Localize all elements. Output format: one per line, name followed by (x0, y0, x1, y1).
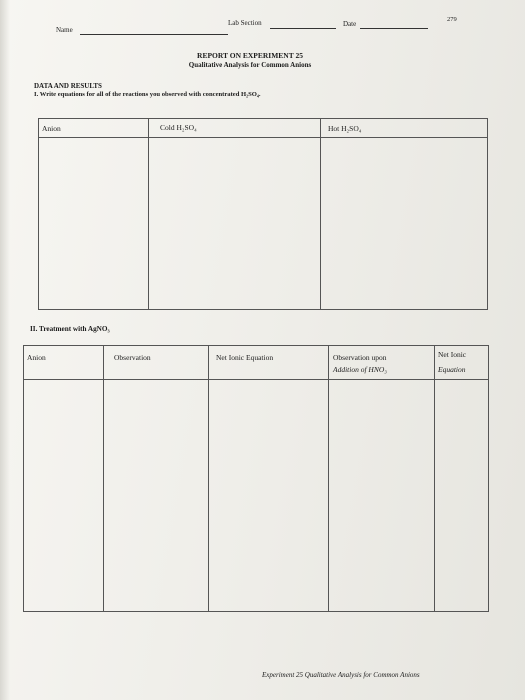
table1-col-cold: Cold H₂SO₄ (160, 123, 197, 132)
table2-col-anion: Anion (27, 353, 46, 362)
lab-section-line (270, 28, 336, 29)
table2-col-net-ionic: Net Ionic Equation (216, 353, 274, 362)
table2-divider-1 (103, 345, 104, 611)
table1-divider-1 (148, 118, 149, 309)
table1-col-hot: Hot H₂SO₄ (328, 124, 362, 133)
table2-col-equation: Equation (438, 365, 466, 374)
report-subtitle: Qualitative Analysis for Common Anions (188, 61, 312, 69)
date-label: Date (343, 20, 357, 28)
silver-nitrate-table (23, 345, 489, 612)
page-number: 279 (447, 16, 457, 23)
date-line (360, 28, 428, 29)
name-label: Name (56, 26, 73, 34)
page-shadow (0, 0, 10, 700)
table2-divider-4 (434, 345, 435, 611)
section1-instruction: I. Write equations for all of the reactions you observed with concentrated H₂SO₄. (34, 91, 261, 98)
table2-divider-2 (208, 345, 209, 611)
table1-divider-2 (320, 118, 321, 309)
table2-header-rule (23, 379, 488, 380)
table2-col-observation: Observation (114, 353, 151, 362)
lab-section-label: Lab Section (228, 19, 262, 27)
table2-col-net-ionic-2: Net Ionic (438, 350, 467, 359)
report-title: REPORT ON EXPERIMENT 25 (197, 51, 303, 60)
table2-col-hno3: Addition of HNO₃ (333, 365, 387, 374)
section2-heading: II. Treatment with AgNO₃ (30, 325, 110, 333)
table1-body-cell[interactable] (38, 137, 148, 308)
footer-caption: Experiment 25 Qualitative Analysis for Common Anions (262, 671, 420, 679)
data-results-heading: DATA AND RESULTS (34, 82, 102, 90)
table2-divider-3 (328, 345, 329, 611)
table1-col-anion: Anion (42, 124, 61, 133)
table2-col-obs-upon: Observation upon (333, 353, 387, 362)
name-line (80, 34, 228, 35)
